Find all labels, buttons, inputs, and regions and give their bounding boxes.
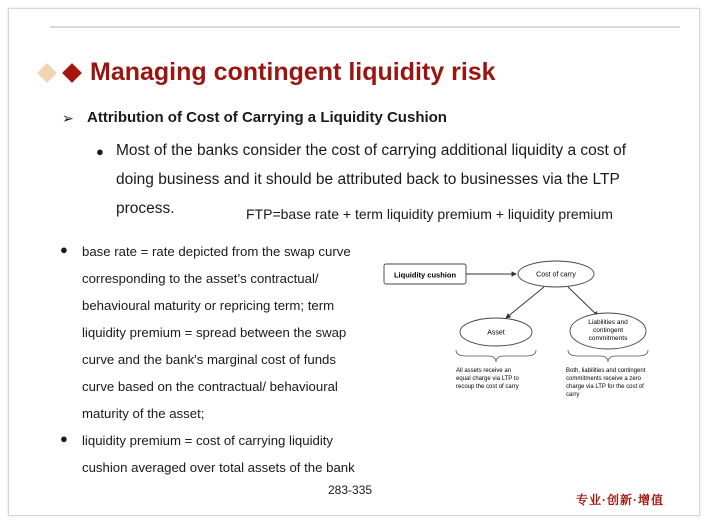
text-line: behavioural maturity or repricing term; term [82,298,335,313]
left-note-line: All assets receive an [456,368,512,374]
slide-title: Managing contingent liquidity risk [90,58,496,86]
page-number: 283-335 [328,483,373,497]
text-line: base rate = rate depicted from the swap curve [82,244,351,259]
right-note-line: charge via LTP for the cost of [566,384,644,390]
text-line: liquidity premium = spread between the swap [82,325,347,340]
brace-left [456,350,536,362]
arrow-line [568,287,598,316]
left-note-line: recoup the cost of carry [456,384,519,390]
left-note-line: equal charge via LTP to [456,376,519,382]
cost-of-carry-diagram [376,250,676,410]
liabilities-label-line: contingent [593,327,623,334]
bullet-text-1: Most of the banks consider the cost of carrying additional liquidity a cost of doing business and it should be attributed back to businesses via the LTP process. [116,142,627,217]
brace-right [568,350,648,362]
bullet-text-3 [82,427,390,481]
right-note-line: commitments receive a zero [566,376,642,382]
arrow-bullet-icon: ➢ [62,110,74,126]
right-note-line: carry [566,392,580,398]
bullet-dot-icon: ● [60,431,68,446]
text-line: corresponding to the asset’s contractual/ [82,271,319,286]
text-line: cushion averaged over total assets of the bank [82,460,355,475]
bullet-text-2 [82,238,390,427]
text-line: maturity of the asset; [82,406,205,421]
ftp-formula: FTP=base rate + term liquidity premium + liquidity premium [246,206,613,222]
text-line: liquidity premium = cost of carrying liquidity [82,433,334,448]
right-note-line: Both, liabilities and contingent [566,368,646,374]
arrow-line [506,287,544,318]
cost-of-carry-label: Cost of carry [536,271,576,279]
text-line: curve and the bank's marginal cost of funds [82,352,336,367]
top-rule [50,26,680,28]
liabilities-label-line: Liabilities and [588,319,628,326]
subheading: Attribution of Cost of Carrying a Liquidity Cushion [87,109,447,126]
footer-logo: 专业·创新·增值 [576,493,664,507]
bullet-dot-icon: ● [96,144,104,159]
liabilities-label-line: commitments [588,335,628,342]
text-line: curve based on the contractual/ behavioural [82,379,338,394]
asset-label: Asset [487,329,505,337]
bullet-dot-icon: ● [60,242,68,257]
liquidity-cushion-label: Liquidity cushion [393,270,457,280]
